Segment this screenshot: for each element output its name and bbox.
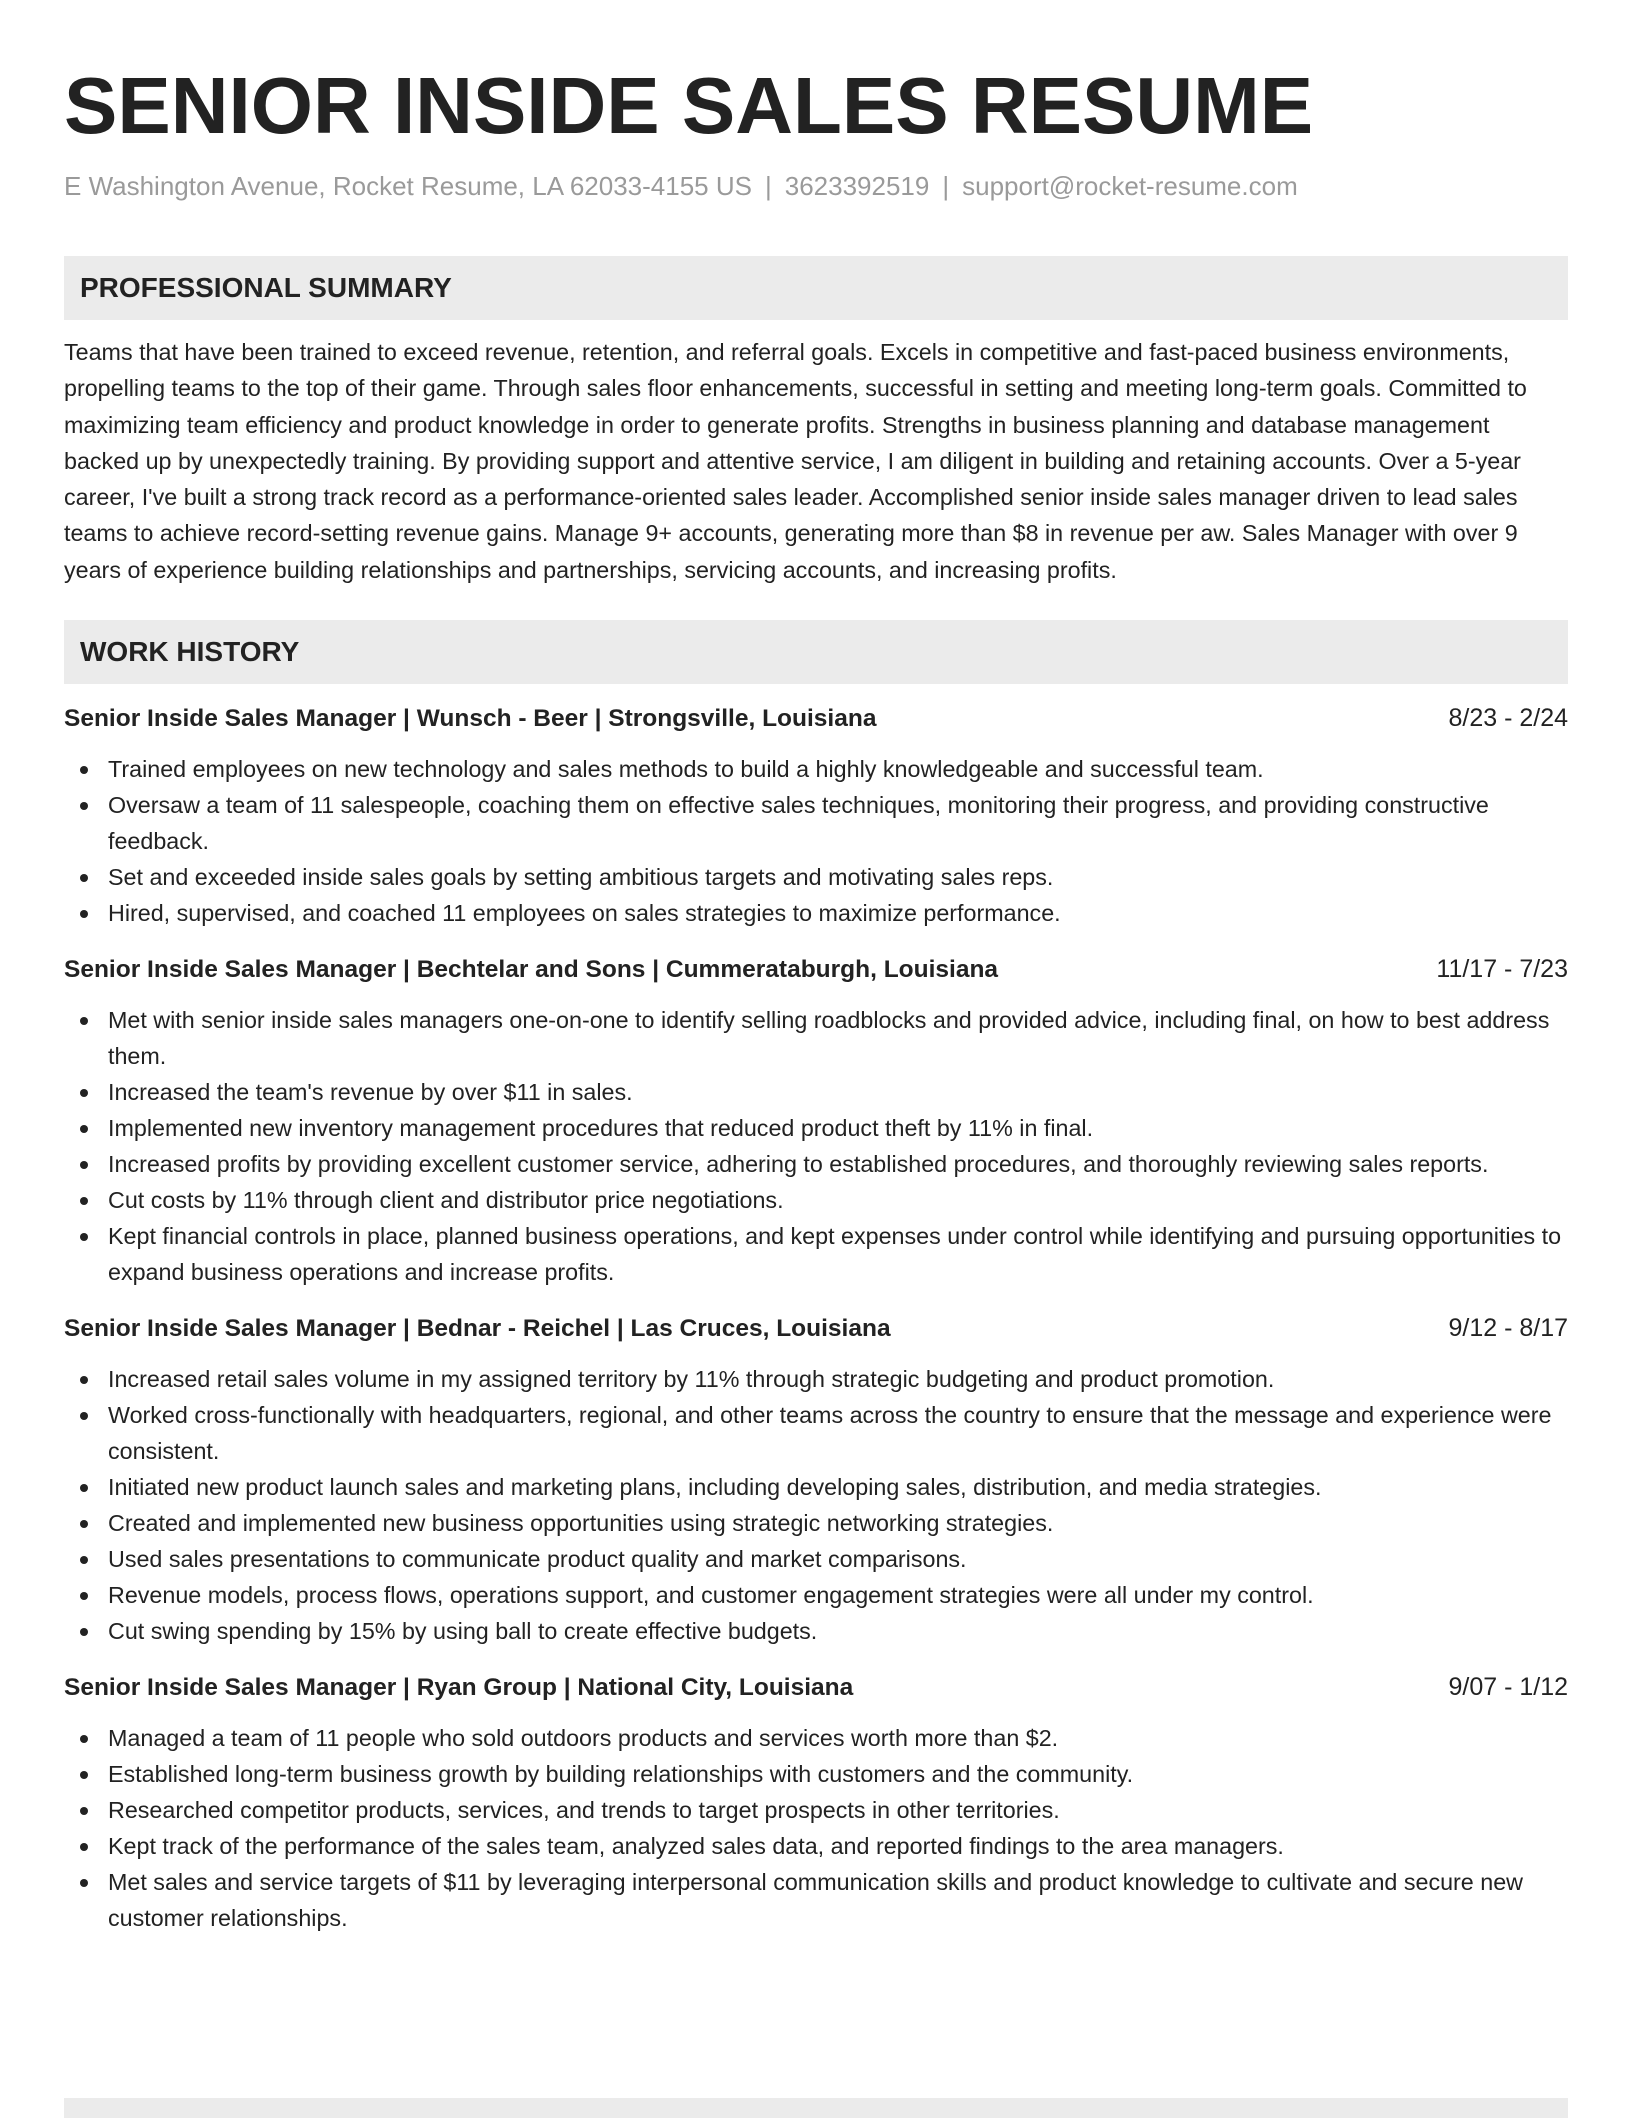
job-dates: 8/23 - 2/24 <box>1448 704 1568 733</box>
contact-phone: 3623392519 <box>784 171 930 201</box>
job-bullet: Trained employees on new technology and sales methods to build a highly knowledgeable and successful team. <box>64 751 1568 787</box>
job-bullet: Revenue models, process flows, operations support, and customer engagement strategies were all under my control. <box>64 1577 1568 1613</box>
resume-page <box>64 0 1568 1936</box>
work-history-list <box>64 700 1568 1936</box>
job-entry <box>64 1669 1568 1936</box>
job-bullet: Hired, supervised, and coached 11 employees on sales strategies to maximize performance. <box>64 895 1568 931</box>
job-bullet: Initiated new product launch sales and marketing plans, including developing sales, distribution, and media strategies. <box>64 1469 1568 1505</box>
job-entry <box>64 700 1568 931</box>
work-history-section-heading: WORK HISTORY <box>64 620 1568 684</box>
job-entry <box>64 951 1568 1290</box>
job-title: Senior Inside Sales Manager | Wunsch - Beer | Strongsville, Louisiana <box>64 705 877 733</box>
resume-title: SENIOR INSIDE SALES RESUME <box>64 61 1314 150</box>
job-bullet: Cut costs by 11% through client and distributor price negotiations. <box>64 1182 1568 1218</box>
job-bullet: Researched competitor products, services, and trends to target prospects in other territories. <box>64 1792 1568 1828</box>
summary-text: Teams that have been trained to exceed revenue, retention, and referral goals. Excels in competitive and fast-paced business environments, propelling teams to the top of their game. Through sales floor enhancements, successful in setting and meeting long-term goals. Committed to maximizing team efficiency and product knowledge in order to generate profits. Strengths in business planning and database management backed up by unexpectedly training. By providing support and attentive service, I am diligent in building and retaining accounts. Over a 5-year career, I've built a strong track record as a performance-oriented sales leader. Accomplished senior inside sales manager driven to lead sales teams to achieve record-setting revenue gains. Manage 9+ accounts, generating more than $8 in revenue per aw. Sales Manager with over 9 years of experience building relationships and partnerships, servicing accounts, and increasing profits. <box>64 339 1527 583</box>
summary-section-heading: PROFESSIONAL SUMMARY <box>64 256 1568 320</box>
job-bullet: Implemented new inventory management procedures that reduced product theft by 11% in final. <box>64 1110 1568 1146</box>
job-bullet: Worked cross-functionally with headquarters, regional, and other teams across the country to ensure that the message and experience were consistent. <box>64 1397 1568 1469</box>
job-header <box>64 1310 1568 1347</box>
job-bullet: Created and implemented new business opportunities using strategic networking strategies. <box>64 1505 1568 1541</box>
job-bullet: Increased profits by providing excellent customer service, adhering to established procedures, and thoroughly reviewing sales reports. <box>64 1146 1568 1182</box>
job-header <box>64 951 1568 988</box>
job-bullet: Managed a team of 11 people who sold outdoors products and services worth more than $2. <box>64 1720 1568 1756</box>
job-bullets <box>64 1361 1568 1649</box>
job-entry <box>64 1310 1568 1649</box>
job-bullet: Used sales presentations to communicate product quality and market comparisons. <box>64 1541 1568 1577</box>
job-bullets <box>64 1720 1568 1936</box>
contact-separator: | <box>764 171 772 201</box>
next-section-heading-bar <box>64 2098 1568 2118</box>
job-bullet: Cut swing spending by 15% by using ball to create effective budgets. <box>64 1613 1568 1649</box>
job-bullet: Met sales and service targets of $11 by leveraging interpersonal communication skills and product knowledge to cultivate and secure new customer relationships. <box>64 1864 1568 1936</box>
job-bullet: Kept track of the performance of the sales team, analyzed sales data, and reported findings to the area managers. <box>64 1828 1568 1864</box>
job-title: Senior Inside Sales Manager | Bechtelar and Sons | Cummerataburgh, Louisiana <box>64 956 999 984</box>
contact-line <box>64 168 1568 204</box>
job-title: Senior Inside Sales Manager | Bednar - Reichel | Las Cruces, Louisiana <box>64 1315 891 1343</box>
job-dates: 11/17 - 7/23 <box>1436 955 1568 984</box>
job-bullet: Increased retail sales volume in my assigned territory by 11% through strategic budgeting and product promotion. <box>64 1361 1568 1397</box>
contact-separator: | <box>942 171 950 201</box>
job-title: Senior Inside Sales Manager | Ryan Group | National City, Louisiana <box>64 1674 854 1702</box>
job-bullet: Kept financial controls in place, planned business operations, and kept expenses under control while identifying and pursuing opportunities to expand business operations and increase profits. <box>64 1218 1568 1290</box>
job-bullets <box>64 751 1568 931</box>
job-bullets <box>64 1002 1568 1290</box>
job-bullet: Oversaw a team of 11 salespeople, coaching them on effective sales techniques, monitoring their progress, and providing constructive feedback. <box>64 787 1568 859</box>
job-header <box>64 700 1568 737</box>
job-bullet: Met with senior inside sales managers one-on-one to identify selling roadblocks and provided advice, including final, on how to best address them. <box>64 1002 1568 1074</box>
job-bullet: Established long-term business growth by building relationships with customers and the community. <box>64 1756 1568 1792</box>
job-dates: 9/12 - 8/17 <box>1448 1314 1568 1343</box>
job-header <box>64 1669 1568 1706</box>
contact-address: E Washington Avenue, Rocket Resume, LA 62033-4155 US <box>64 171 752 201</box>
job-dates: 9/07 - 1/12 <box>1448 1673 1568 1702</box>
job-bullet: Increased the team's revenue by over $11 in sales. <box>64 1074 1568 1110</box>
job-bullet: Set and exceeded inside sales goals by setting ambitious targets and motivating sales reps. <box>64 859 1568 895</box>
contact-email: support@rocket-resume.com <box>962 171 1298 201</box>
